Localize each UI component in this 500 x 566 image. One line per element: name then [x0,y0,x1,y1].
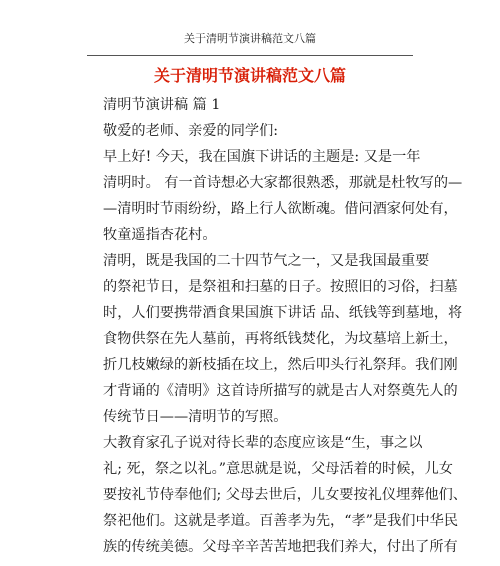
body-line: 折几枝嫩绿的新枝插在坟上，然后叩头行礼祭拜。我们刚 [103,357,458,373]
body-line: 食物供祭在先人墓前，再将纸钱焚化，为坟墓培上新土， [103,331,458,347]
body-line: 传统节日——清明节的写照。 [103,409,288,425]
body-line: 大教育家孔子说对待长辈的态度应该是“生，事之以 [103,435,423,451]
body-line: 要按礼节侍奉他们; 父母去世后，儿女要按礼仪埋葬他们、 [103,487,467,503]
document-title: 关于清明节演讲稿范文八篇 [153,66,346,85]
body-line: 早上好! 今天，我在国旗下讲话的主题是: 又是一年 [103,149,421,165]
body-line: 族的传统美德。父母辛辛苦苦地把我们养大，付出了所有 [103,539,458,555]
running-header: 关于清明节演讲稿范文八篇 [184,32,316,45]
body-line: 清明，既是我国的二十四节气之一，又是我国最重要 [103,253,430,269]
body-line: 牧童遥指杏花村。 [103,227,217,243]
document-body [103,92,467,560]
body-line: 清明节演讲稿 篇 1 [103,97,221,113]
body-line: 礼; 死，祭之以礼。”意思就是说，父母活着的时候，儿女 [103,461,453,477]
header-rule [87,55,413,56]
body-line: 才背诵的《清明》这首诗所描写的就是古人对祭奠先人的 [103,383,458,399]
body-line: 清明时。 有一首诗想必大家都很熟悉，那就是杜牧写的— [103,175,463,191]
body-line: 时，人们要携带酒食果国旗下讲话 品、纸钱等到墓地，将 [103,305,463,321]
body-line: —清明时节雨纷纷，路上行人欲断魂。借问酒家何处有， [103,201,458,217]
body-line: 祭祀他们。这就是孝道。百善孝为先，“孝”是我们中华民 [103,513,459,529]
body-line: 敬爱的老师、亲爱的同学们: [103,123,279,139]
body-line: 的祭祀节日，是祭祖和扫墓的日子。按照旧的习俗，扫墓 [103,279,458,295]
